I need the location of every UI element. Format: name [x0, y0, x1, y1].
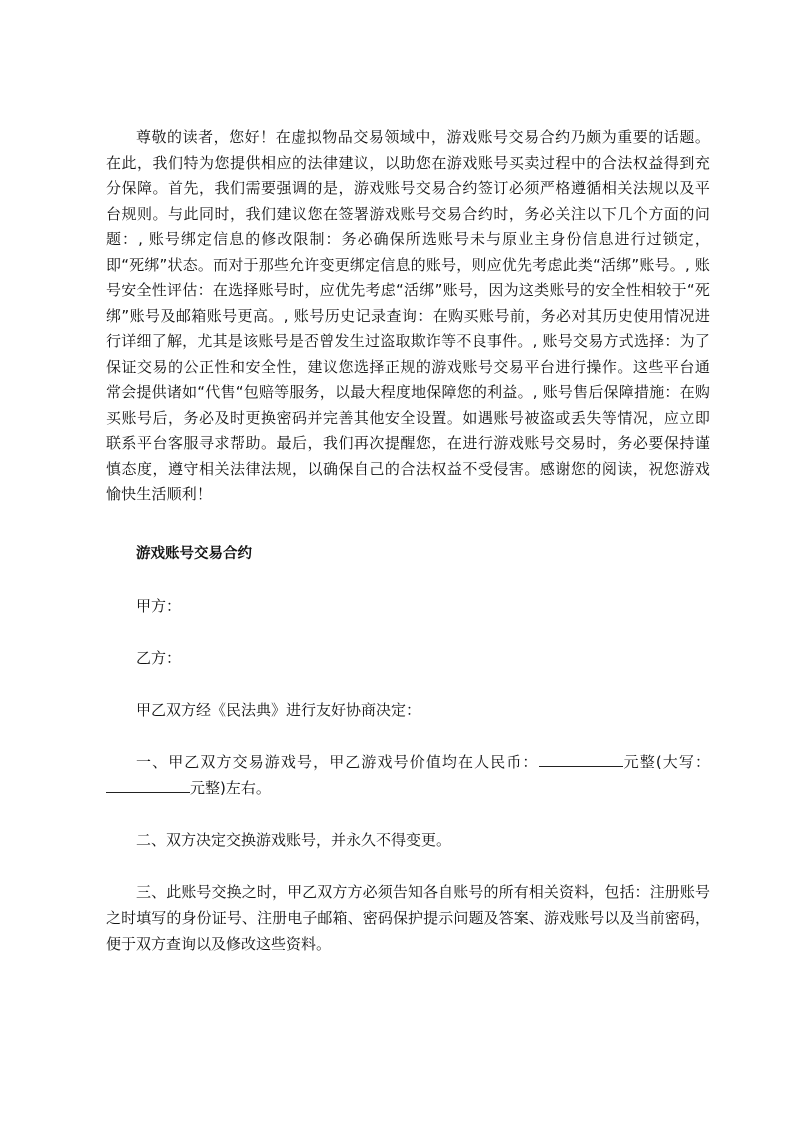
amount-blank	[539, 750, 623, 767]
clause-1-text-c: 元整)左右。	[190, 778, 271, 797]
contract-title: 游戏账号交易合约	[136, 545, 252, 562]
party-a-line: 甲方：	[136, 596, 182, 615]
amount-uppercase-blank	[106, 776, 190, 793]
clause-1-text-a: 一、甲乙双方交易游戏号，甲乙游戏号价值均在人民币：	[136, 752, 539, 771]
clause-3: 三、此账号交换之时，甲乙双方方必须告知各自账号的所有相关资料，包括：注册账号之时填写的身份证号、注册电子邮箱、密码保护提示问题及答案、游戏账号以及当前密码，便于双方查询以及修改这些资料。	[106, 882, 710, 953]
agreement-intro: 甲乙双方经《民法典》进行友好协商决定：	[136, 700, 422, 719]
intro-paragraph: 尊敬的读者，您好！在虚拟物品交易领域中，游戏账号交易合约乃颇为重要的话题。在此，我们特为您提供相应的法律建议，以助您在游戏账号买卖过程中的合法权益得到充分保障。首先，我们需要强调的是，游戏账号交易合约签订必须严格遵循相关法规以及平台规则。与此同时，我们建议您在签署游戏账号交易合约时，务必关注以下几个方面的问题：, 账号绑定信息的修改限制：务必确保所选账号未与原业主身份信息进行过锁定，即“死绑”状态。而对于那些允许变更绑定信息的账号，则应优先考虑此类“活绑”账号。, 账号安全性评估：在选择账号时，应优先考虑“活绑”账号，因为这类账号的安全性相较于“死绑”账号及邮箱账号更高。, 账号历史记录查询：在购买账号前，务必对其历史使用情况进行详细了解，尤其是该账号是否曾发生过盗取欺诈等不良事件。, 账号交易方式选择：为了保证交易的公正性和安全性，建议您选择正规的游戏账号交易平台进行操作。这些平台通常会提供诸如“代售“包赔等服务，以最大程度地保障您的利益。, 账号售后保障措施：在购买账号后，务必及时更换密码并完善其他安全设置。如遇账号被盗或丢失等情况，应立即联系平台客服寻求帮助。最后，我们再次提醒您，在进行游戏账号交易时，务必要保持谨慎态度，遵守相关法律法规，以确保自己的合法权益不受侵害。感谢您的阅读，祝您游戏愉快生活顺利！	[106, 128, 710, 503]
document-body	[106, 125, 710, 957]
clause-1	[106, 749, 710, 801]
clause-2: 二、双方决定交换游戏账号，并永久不得变更。	[136, 830, 452, 849]
party-b-line: 乙方：	[136, 648, 182, 667]
clause-1-text-b: 元整(大写：	[622, 752, 710, 771]
